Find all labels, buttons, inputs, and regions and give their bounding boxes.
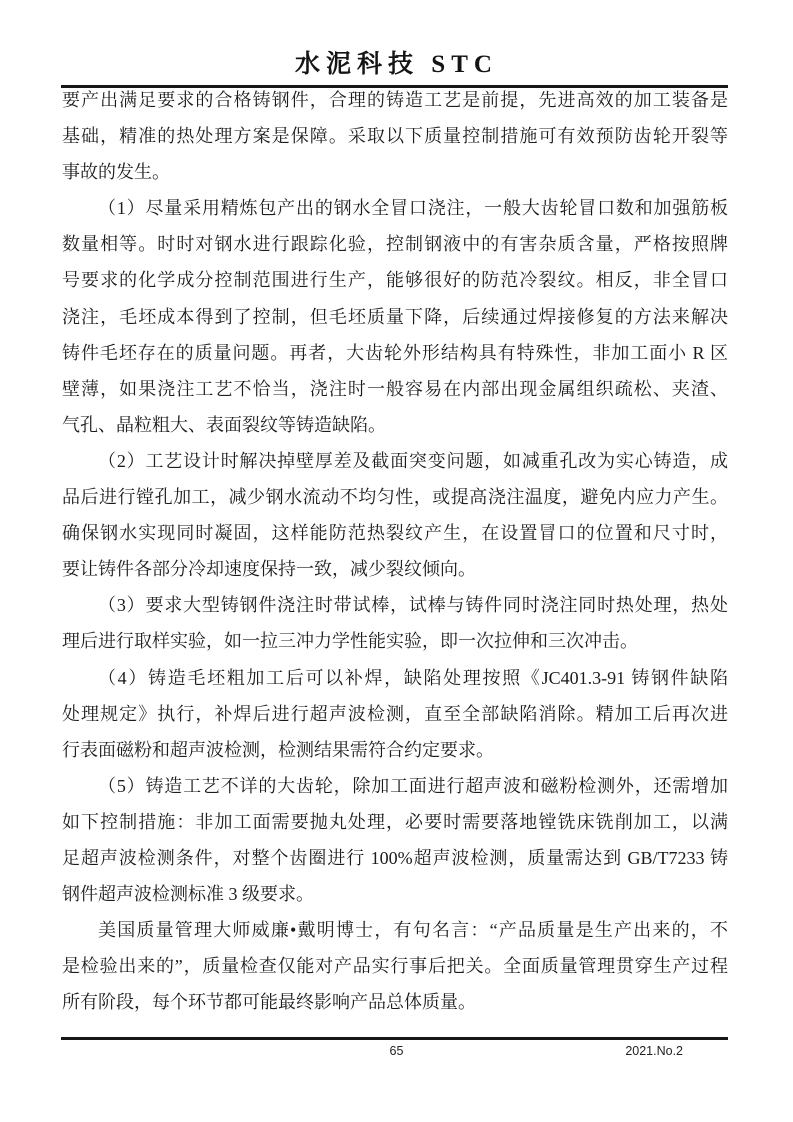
- text-line: 壁薄，如果浇注工艺不恰当，浇注时一般容易在内部出现金属组织疏松、夹渣、: [62, 378, 728, 399]
- text-line: 钢件超声波检测标准 3 级要求。: [62, 884, 314, 905]
- text-line: （4）铸造毛坯粗加工后可以补焊，缺陷处理按照《JC401.3-91 铸钢件缺陷: [98, 667, 728, 688]
- text-line: 所有阶段，每个环节都可能最终影响产品总体质量。: [62, 992, 476, 1013]
- text-line: 理后进行取样实验，如一拉三冲力学性能实验，即一次拉伸和三次冲击。: [62, 631, 638, 652]
- text-line: （5）铸造工艺不详的大齿轮，除加工面进行超声波和磁粉检测外，还需增加: [98, 775, 728, 796]
- text-line: 要产出满足要求的合格铸钢件，合理的铸造工艺是前提，先进高效的加工装备是: [62, 90, 728, 110]
- text-line: 品后进行镗孔加工，减少钢水流动不均匀性，或提高浇注温度，避免内应力产生。: [62, 487, 728, 508]
- body-text: [62, 82, 728, 1020]
- text-line: 浇注，毛坯成本得到了控制，但毛坯质量下降，后续通过焊接修复的方法来解决: [62, 306, 728, 327]
- text-line: （1）尽量采用精炼包产出的钢水全冒口浇注，一般大齿轮冒口数和加强筋板: [98, 198, 728, 219]
- text-line: 事故的发生。: [62, 162, 170, 183]
- text-line: 行表面磁粉和超声波检测，检测结果需符合约定要求。: [62, 739, 494, 760]
- text-line: 基础，精准的热处理方案是保障。采取以下质量控制措施可有效预防齿轮开裂等: [62, 126, 728, 147]
- text-line: 确保钢水实现同时凝固，这样能防范热裂纹产生，在设置冒口的位置和尺寸时，: [62, 523, 728, 544]
- text-line: 足超声波检测条件，对整个齿圈进行 100%超声波检测，质量需达到 GB/T7233 铸: [62, 847, 728, 868]
- text-line: 号要求的化学成分控制范围进行生产，能够很好的防范冷裂纹。相反，非全冒口: [62, 270, 728, 291]
- text-line: 如下控制措施：非加工面需要抛丸处理，必要时需要落地镗铣床铣削加工，以满: [62, 811, 728, 832]
- issue-number: 2021.No.2: [625, 1044, 683, 1058]
- text-line: 是检验出来的”，质量检查仅能对产品实行事后把关。全面质量管理贯穿生产过程: [62, 956, 728, 977]
- text-line: （3）要求大型铸钢件浇注时带试棒，试棒与铸件同时浇注同时热处理，热处: [98, 595, 728, 616]
- text-line: 要让铸件各部分冷却速度保持一致，减少裂纹倾向。: [62, 559, 476, 580]
- page-number: 65: [389, 1044, 404, 1058]
- text-line: 气孔、晶粒粗大、表面裂纹等铸造缺陷。: [62, 414, 386, 435]
- journal-title: 水泥科技 STC: [295, 51, 498, 78]
- text-line: 数量相等。时时对钢水进行跟踪化验，控制钢液中的有害杂质含量，严格按照牌: [62, 234, 728, 255]
- text-line: （2）工艺设计时解决掉壁厚差及截面突变问题，如减重孔改为实心铸造，成: [98, 450, 728, 471]
- text-line: 处理规定》执行，补焊后进行超声波检测，直至全部缺陷消除。精加工后再次进: [62, 703, 728, 724]
- text-line: 美国质量管理大师威廉•戴明博士，有句名言：“产品质量是生产出来的，不: [98, 920, 728, 941]
- text-line: 铸件毛坯存在的质量问题。再者，大齿轮外形结构具有特殊性，非加工面小 R 区: [62, 342, 728, 363]
- footer-divider: [61, 1037, 728, 1040]
